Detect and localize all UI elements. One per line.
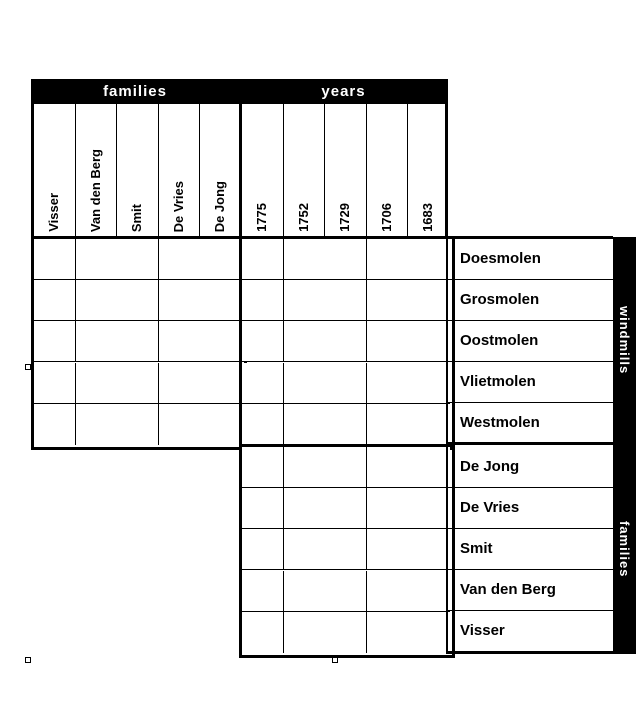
row-label-family: De Jong (460, 458, 520, 475)
grid-cell[interactable] (325, 612, 367, 653)
grid-windmills-families (31, 236, 247, 450)
resize-handle-left[interactable] (25, 364, 31, 370)
grid-cell[interactable] (284, 447, 326, 488)
grid-cell[interactable] (284, 280, 326, 321)
header-families (31, 79, 239, 104)
grid-cell[interactable] (408, 488, 450, 529)
side-windmills (613, 237, 636, 444)
grid-cell[interactable] (159, 239, 201, 280)
column-divider (407, 104, 408, 238)
grid-cell[interactable] (242, 239, 284, 280)
grid-cell[interactable] (117, 404, 159, 445)
grid-cell[interactable] (76, 239, 118, 280)
grid-cell[interactable] (284, 239, 326, 280)
column-header-family: Smit (129, 203, 144, 232)
grid-cell[interactable] (325, 239, 367, 280)
grid-windmills-years (239, 236, 455, 450)
grid-cell[interactable] (325, 363, 367, 404)
grid-families-years (239, 444, 455, 658)
grid-cell[interactable] (325, 321, 367, 362)
grid-cell[interactable] (367, 571, 409, 612)
grid-cell[interactable] (159, 363, 201, 404)
column-divider (324, 104, 325, 238)
column-header-family: Visser (46, 193, 61, 232)
row-label-windmill: Oostmolen (460, 332, 539, 349)
row-label-family: Smit (460, 540, 493, 557)
row-label-family: De Vries (460, 499, 520, 516)
grid-cell[interactable] (76, 404, 118, 445)
column-header-year: 1683 (420, 203, 435, 232)
grid-cell[interactable] (242, 612, 284, 653)
grid-cell[interactable] (242, 529, 284, 570)
column-header-family: Van den Berg (87, 148, 103, 232)
grid-cell[interactable] (200, 363, 242, 404)
row-label-windmill: Grosmolen (460, 291, 540, 308)
grid-cell[interactable] (34, 280, 76, 321)
grid-cell[interactable] (117, 363, 159, 404)
grid-cell[interactable] (325, 571, 367, 612)
column-header-family: De Vries (170, 180, 186, 232)
column-header-year: 1775 (254, 203, 269, 232)
column-divider (199, 104, 200, 238)
grid-cell[interactable] (325, 488, 367, 529)
header-years-label: years (321, 83, 366, 100)
side-families (613, 444, 636, 654)
row-label-family: Visser (460, 622, 505, 639)
grid-cell[interactable] (325, 529, 367, 570)
grid-cell[interactable] (408, 239, 450, 280)
grid-cell[interactable] (325, 447, 367, 488)
grid-cell[interactable] (34, 404, 76, 445)
row-label-windmill: Westmolen (460, 414, 540, 431)
column-header-year: 1729 (337, 203, 352, 232)
grid-cell[interactable] (159, 321, 201, 362)
grid-cell[interactable] (408, 363, 450, 404)
grid-cell[interactable] (408, 612, 450, 653)
grid-cell[interactable] (242, 404, 284, 445)
column-divider (283, 104, 284, 238)
row-divider (448, 651, 613, 652)
row-label-windmill: Vlietmolen (460, 373, 536, 390)
grid-cell[interactable] (367, 321, 409, 362)
grid-cell[interactable] (117, 239, 159, 280)
grid-cell[interactable] (408, 321, 450, 362)
side-windmills-label: windmills (617, 306, 632, 375)
header-years (239, 79, 448, 104)
grid-cell[interactable] (325, 404, 367, 445)
grid-cell[interactable] (367, 488, 409, 529)
grid-cell[interactable] (284, 363, 326, 404)
grid-cell[interactable] (242, 488, 284, 529)
grid-cell[interactable] (34, 239, 76, 280)
grid-cell[interactable] (367, 612, 409, 653)
grid-cell[interactable] (242, 321, 284, 362)
grid-cell[interactable] (242, 571, 284, 612)
grid-cell[interactable] (200, 404, 242, 445)
grid-cell[interactable] (408, 447, 450, 488)
grid-cell[interactable] (367, 447, 409, 488)
grid-cell[interactable] (159, 404, 201, 445)
grid-cell[interactable] (284, 321, 326, 362)
grid-cell[interactable] (159, 280, 201, 321)
column-divider (239, 104, 242, 238)
column-header-family: De Jong (212, 180, 227, 232)
column-divider (366, 104, 367, 238)
grid-cell[interactable] (200, 239, 242, 280)
header-families-label: families (103, 83, 167, 100)
grid-cell[interactable] (408, 529, 450, 570)
row-label-family: Van den Berg (460, 581, 556, 598)
grid-cell[interactable] (284, 529, 326, 570)
grid-cell[interactable] (367, 239, 409, 280)
grid-cell[interactable] (34, 363, 76, 404)
grid-cell[interactable] (117, 321, 159, 362)
column-header-year: 1706 (378, 203, 394, 232)
grid-cell[interactable] (284, 488, 326, 529)
grid-cell[interactable] (242, 447, 284, 488)
grid-cell[interactable] (408, 571, 450, 612)
grid-cell[interactable] (117, 280, 159, 321)
grid-cell[interactable] (76, 363, 118, 404)
column-header-year: 1752 (295, 203, 311, 232)
grid-cell[interactable] (284, 612, 326, 653)
column-divider (158, 104, 159, 238)
resize-handle-bottom-middle[interactable] (332, 657, 338, 663)
grid-cell[interactable] (367, 404, 409, 445)
grid-cell[interactable] (76, 321, 118, 362)
section-divider (446, 442, 613, 445)
grid-cell[interactable] (76, 280, 118, 321)
side-families-label: families (617, 520, 632, 578)
grid-cell[interactable] (34, 321, 76, 362)
grid-cell[interactable] (242, 363, 284, 404)
grid-cell[interactable] (200, 280, 242, 321)
column-divider (116, 104, 117, 238)
column-divider (75, 104, 76, 238)
grid-cell[interactable] (284, 404, 326, 445)
grid-cell[interactable] (325, 280, 367, 321)
row-label-windmill: Doesmolen (460, 250, 541, 267)
resize-handle-bottom-left[interactable] (25, 657, 31, 663)
grid-cell[interactable] (367, 529, 409, 570)
grid-cell[interactable] (284, 571, 326, 612)
grid-cell[interactable] (408, 404, 450, 445)
grid-cell[interactable] (408, 280, 450, 321)
grid-cell[interactable] (242, 280, 284, 321)
grid-cell[interactable] (200, 321, 242, 362)
grid-cell[interactable] (367, 280, 409, 321)
grid-cell[interactable] (367, 363, 409, 404)
